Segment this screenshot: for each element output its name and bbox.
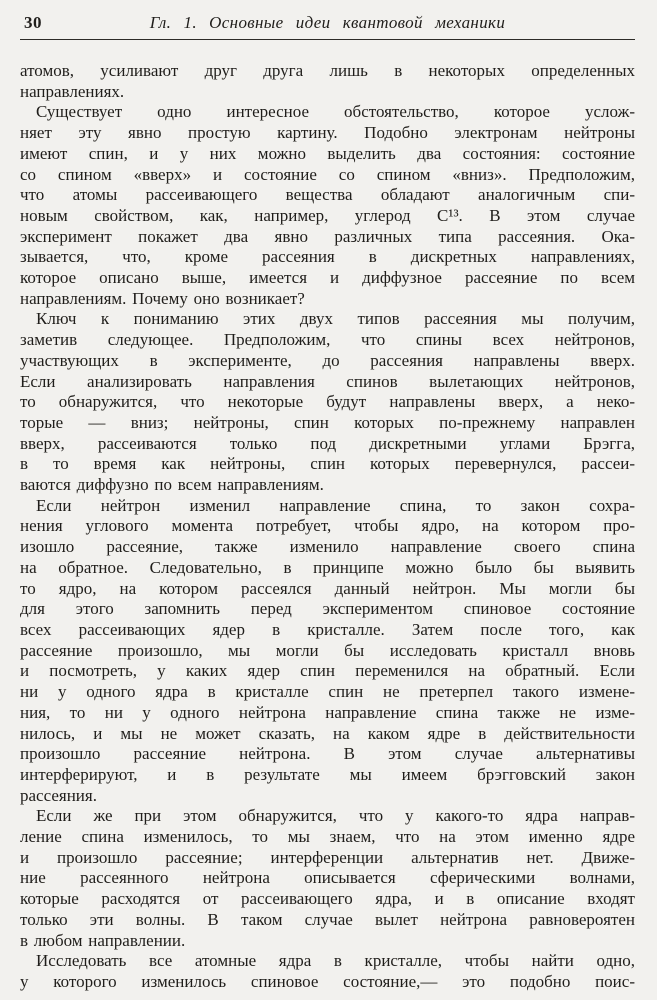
text-line: и посмотреть, у каких ядер спин переменился на обратный. Если	[20, 661, 635, 681]
page-body	[20, 61, 635, 993]
text-line: на обратное. Следовательно, в принципе можно было бы выявить	[20, 557, 635, 577]
text-line: направлениям. Почему оно возникает?	[20, 288, 305, 308]
text-line: изошло рассеяние, также изменило направление своего спина	[20, 537, 635, 557]
paragraph	[20, 806, 635, 951]
text-line: вверх, рассеиваются только под дискретными углами Брэгга,	[20, 433, 635, 453]
paragraph	[20, 309, 635, 495]
text-line: заметив следующее. Предположим, что спины всех нейтронов,	[20, 330, 635, 350]
text-line: интерферируют, и в результате мы имеем брэгговский закон	[20, 764, 635, 784]
text-line: Ключ к пониманию этих двух типов рассеяния мы получим,	[36, 309, 635, 329]
paragraph	[20, 102, 635, 309]
text-line: ния, то ни у одного нейтрона направление спина также не изме-	[20, 702, 635, 722]
text-line: участвующих в эксперименте, до рассеяния направлены вверх.	[20, 350, 635, 370]
text-line: что атомы рассеивающего вещества обладают аналогичным спи-	[20, 185, 635, 205]
text-line: ление спина изменилось, то мы знаем, что на этом именно ядре	[20, 827, 635, 847]
paragraph	[20, 951, 635, 992]
page-number: 30	[24, 13, 42, 32]
paragraph	[20, 496, 635, 807]
text-line: нилось, и мы не может сказать, на каком ядре в действительности	[20, 723, 635, 743]
text-line: только эти волны. В таком случае вылет нейтрона равновероятен	[20, 909, 635, 929]
page-header	[20, 12, 635, 39]
text-line: направлениях.	[20, 81, 125, 101]
text-line: Если нейтрон изменил направление спина, то закон сохра-	[36, 495, 635, 515]
text-line: атомов, усиливают друг друга лишь в некоторых определенных	[20, 61, 635, 80]
text-line: зывается, что, кроме рассеяния в дискретных направлениях,	[20, 247, 635, 267]
text-line: Исследовать все атомные ядра в кристалле, чтобы найти одно,	[36, 951, 635, 971]
text-line: ваются диффузно по всем направлениям.	[20, 475, 324, 495]
header-rule	[20, 39, 635, 40]
text-line: новым свойством, как, например, углерод С¹³. В этом случае	[20, 205, 635, 225]
text-line: которое описано выше, имеется и диффузное рассеяние по всем	[20, 268, 635, 288]
text-line: Если же при этом обнаружится, что у какого-то ядра направ-	[36, 806, 635, 826]
text-line: в любом направлении.	[20, 930, 186, 950]
running-title: Гл. 1. Основные идеи квантовой механики	[149, 13, 506, 32]
text-line: няет эту явно простую картину. Подобно электронам нейтроны	[20, 123, 635, 143]
text-line: Существует одно интересное обстоятельство, которое услож-	[36, 102, 635, 122]
text-line: торые — вниз; нейтроны, спин которых по-прежнему направлен	[20, 412, 635, 432]
text-line: рассеяния.	[20, 785, 97, 805]
text-line: рассеяние произошло, мы могли бы исследовать кристалл вновь	[20, 640, 635, 660]
text-line: всех рассеивающих ядер в кристалле. Затем после того, как	[20, 619, 635, 639]
text-line: произошло рассеяние нейтрона. В этом случае альтернативы	[20, 744, 635, 764]
text-line: у которого изменилось спиновое состояние,— это подобно поис-	[20, 971, 635, 991]
text-line: со спином «вверх» и состояние со спином «вниз». Предположим,	[20, 164, 635, 184]
text-line: и произошло рассеяние; интерференции альтернатив нет. Движе-	[20, 847, 635, 867]
paragraph	[20, 61, 635, 102]
text-line: то обнаружится, что некоторые будут направлены вверх, а неко-	[20, 392, 635, 412]
text-line: ни у одного ядра в кристалле спин не претерпел такого измене-	[20, 682, 635, 702]
text-line: которые расходятся от рассеивающего ядра, и в описание входят	[20, 889, 635, 909]
text-line: эксперимент покажет два явно различных типа рассеяния. Ока-	[20, 226, 635, 246]
text-line: то ядро, на котором рассеялся данный нейтрон. Мы могли бы	[20, 578, 635, 598]
text-line: для этого запомнить перед экспериментом спиновое состояние	[20, 599, 635, 619]
text-line: Если анализировать направления спинов вылетающих нейтронов,	[20, 371, 635, 391]
text-line: имеют спин, и у них можно выделить два состояния: состояние	[20, 143, 635, 163]
text-line: нения углового момента потребует, чтобы ядро, на котором про-	[20, 516, 635, 536]
text-line: в то время как нейтроны, спин которых перевернулся, рассеи-	[20, 454, 635, 474]
text-line: ние рассеянного нейтрона описывается сферическими волнами,	[20, 868, 635, 888]
